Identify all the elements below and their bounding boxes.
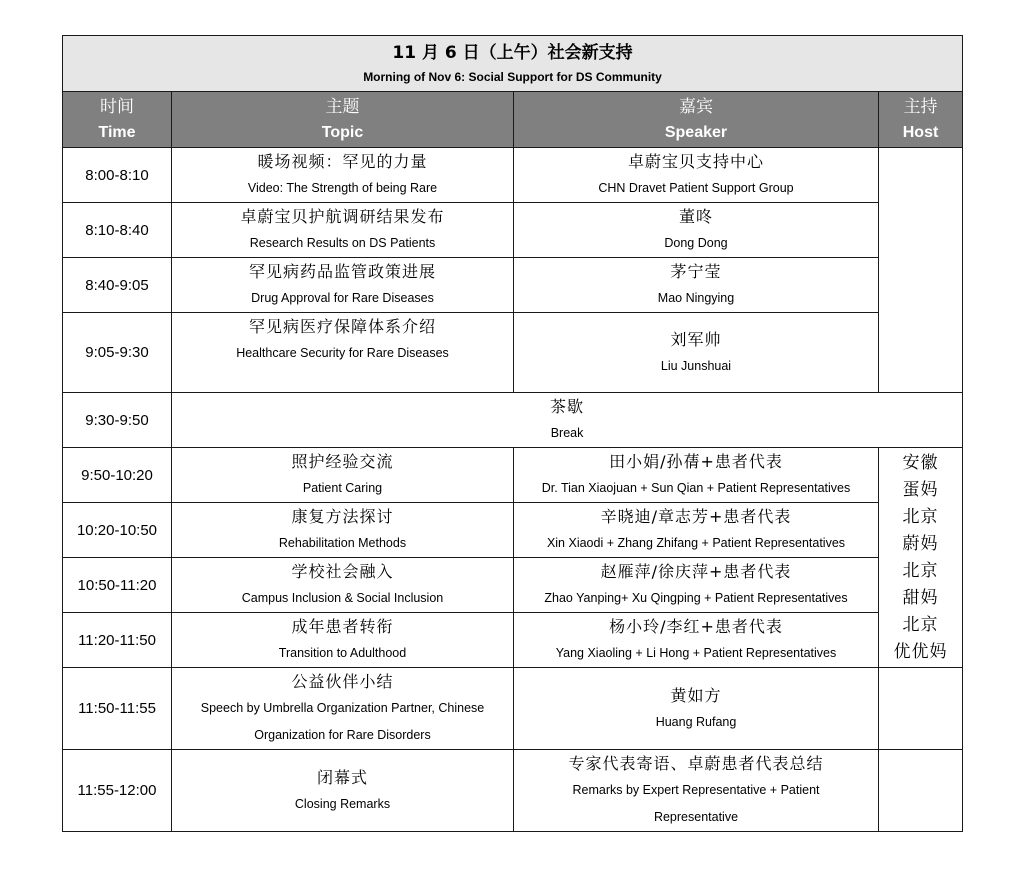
time-cell: 10:50-11:20 — [63, 558, 172, 613]
header-host-en: Host — [902, 123, 939, 141]
topic-cell — [172, 203, 514, 258]
time-cell: 8:40-9:05 — [63, 258, 172, 313]
table-row — [63, 503, 963, 558]
speaker-zh: 田小娟/孙蒨+患者代表 — [609, 452, 783, 471]
header-host-zh: 主持 — [903, 96, 938, 117]
topic-cell — [172, 148, 514, 203]
topic-en: Closing Remarks — [294, 796, 391, 811]
host-line: 北京 — [902, 560, 939, 581]
host-cell-empty — [879, 750, 963, 832]
time-cell: 11:55-12:00 — [63, 750, 172, 832]
time-cell: 10:20-10:50 — [63, 503, 172, 558]
title-row — [63, 36, 963, 92]
table-row — [63, 203, 963, 258]
header-speaker-zh: 嘉宾 — [679, 96, 713, 117]
speaker-cell — [514, 503, 879, 558]
table-row — [63, 613, 963, 668]
speaker-en: Mao Ningying — [657, 291, 735, 305]
speaker-en: Liu Junshuai — [660, 358, 732, 373]
topic-cell — [172, 750, 514, 832]
header-topic-en: Topic — [321, 123, 364, 141]
header-topic — [172, 92, 514, 148]
host-line: 甜妈 — [902, 587, 939, 608]
title-cell — [63, 36, 963, 92]
speaker-zh: 杨小玲/李红+患者代表 — [609, 617, 783, 636]
topic-en: Video: The Strength of being Rare — [247, 181, 438, 195]
speaker-en: Huang Rufang — [655, 714, 737, 729]
topic-zh: 卓蔚宝贝护航调研结果发布 — [240, 207, 445, 226]
topic-en: Patient Caring — [302, 481, 383, 495]
host-line: 蛋妈 — [902, 479, 939, 500]
header-time — [63, 92, 172, 148]
table-row — [63, 148, 963, 203]
topic-zh: 学校社会融入 — [291, 562, 394, 581]
break-en: Break — [550, 426, 584, 440]
topic-zh: 罕见病药品监管政策进展 — [248, 262, 436, 281]
header-speaker — [514, 92, 879, 148]
time-cell: 11:20-11:50 — [63, 613, 172, 668]
topic-en: Healthcare Security for Rare Diseases — [236, 346, 449, 360]
topic-cell — [172, 313, 514, 393]
speaker-zh: 赵雁萍/徐庆萍+患者代表 — [600, 562, 792, 581]
topic-zh: 成年患者转衔 — [291, 617, 394, 636]
header-topic-zh: 主题 — [325, 96, 360, 117]
time-cell: 9:50-10:20 — [63, 448, 172, 503]
speaker-en: Zhao Yanping+ Xu Qingping + Patient Representatives — [544, 591, 848, 605]
speaker-cell — [514, 313, 879, 393]
topic-zh: 康复方法探讨 — [291, 507, 394, 526]
topic-zh: 闭幕式 — [316, 767, 368, 787]
speaker-zh: 辛晓迪/章志芳+患者代表 — [600, 507, 792, 526]
host-cell-empty — [879, 668, 963, 750]
header-time-zh: 时间 — [100, 96, 134, 117]
speaker-zh: 专家代表寄语、卓蔚患者代表总结 — [568, 754, 824, 773]
host-line: 北京 — [902, 506, 939, 527]
host-line: 蔚妈 — [902, 533, 939, 554]
host-cell — [879, 448, 963, 668]
table-row — [63, 668, 963, 750]
speaker-cell — [514, 448, 879, 503]
speaker-en-line-2: Representative — [653, 810, 739, 824]
time-cell: 11:50-11:55 — [63, 668, 172, 750]
speaker-zh: 董咚 — [678, 207, 713, 226]
topic-cell — [172, 558, 514, 613]
title-zh: 11 月 6 日（上午）社会新支持 — [392, 42, 633, 63]
time-cell: 8:00-8:10 — [63, 148, 172, 203]
speaker-cell — [514, 668, 879, 750]
speaker-en: Dong Dong — [664, 236, 728, 250]
topic-cell — [172, 448, 514, 503]
break-zh: 茶歇 — [550, 397, 585, 416]
topic-en: Drug Approval for Rare Diseases — [251, 291, 434, 305]
speaker-cell — [514, 148, 879, 203]
time-cell: 9:05-9:30 — [63, 313, 172, 393]
topic-zh: 照护经验交流 — [291, 452, 394, 471]
time-cell: 8:10-8:40 — [63, 203, 172, 258]
speaker-en: Dr. Tian Xiaojuan + Sun Qian + Patient Representatives — [541, 481, 851, 495]
time-cell: 9:30-9:50 — [63, 393, 172, 448]
table-row — [63, 313, 963, 393]
table-row-break — [63, 393, 963, 448]
topic-en: Transition to Adulthood — [278, 646, 407, 660]
topic-cell — [172, 668, 514, 750]
header-row — [63, 92, 963, 148]
speaker-en: Xin Xiaodi + Zhang Zhifang + Patient Representatives — [546, 536, 846, 550]
speaker-en-line-1: Remarks by Expert Representative + Patient — [572, 783, 820, 797]
speaker-en: CHN Dravet Patient Support Group — [598, 181, 794, 195]
topic-cell — [172, 613, 514, 668]
speaker-zh: 黄如方 — [670, 685, 722, 705]
topic-en-line-2: Organization for Rare Disorders — [254, 728, 431, 742]
table-row — [63, 258, 963, 313]
topic-cell — [172, 503, 514, 558]
header-speaker-en: Speaker — [664, 123, 728, 141]
break-cell — [172, 393, 963, 448]
topic-cell — [172, 258, 514, 313]
speaker-zh: 茅宁莹 — [670, 262, 722, 281]
topic-en: Rehabilitation Methods — [278, 536, 407, 550]
speaker-en: Yang Xiaoling + Li Hong + Patient Representatives — [555, 646, 837, 660]
table-row — [63, 448, 963, 503]
topic-en-line-1: Speech by Umbrella Organization Partner, Chinese — [200, 701, 485, 715]
speaker-cell — [514, 258, 879, 313]
header-time-en: Time — [98, 123, 136, 141]
table-row — [63, 750, 963, 832]
host-line: 北京 — [902, 614, 939, 635]
topic-en: Campus Inclusion & Social Inclusion — [241, 591, 444, 605]
speaker-cell — [514, 613, 879, 668]
speaker-cell — [514, 558, 879, 613]
speaker-zh: 刘军帅 — [670, 329, 722, 349]
schedule-table — [62, 35, 963, 832]
topic-zh: 公益伙伴小结 — [291, 672, 394, 691]
topic-zh: 暖场视频：罕见的力量 — [257, 152, 428, 171]
topic-zh: 罕见病医疗保障体系介绍 — [248, 317, 436, 336]
header-host — [879, 92, 963, 148]
topic-en: Research Results on DS Patients — [249, 236, 436, 250]
host-line: 安徽 — [902, 452, 939, 473]
host-cell-empty — [879, 148, 963, 393]
host-line: 优优妈 — [893, 641, 948, 662]
title-en: Morning of Nov 6: Social Support for DS Community — [363, 69, 662, 84]
speaker-cell — [514, 750, 879, 832]
table-row — [63, 558, 963, 613]
speaker-zh: 卓蔚宝贝支持中心 — [627, 152, 764, 171]
speaker-cell — [514, 203, 879, 258]
